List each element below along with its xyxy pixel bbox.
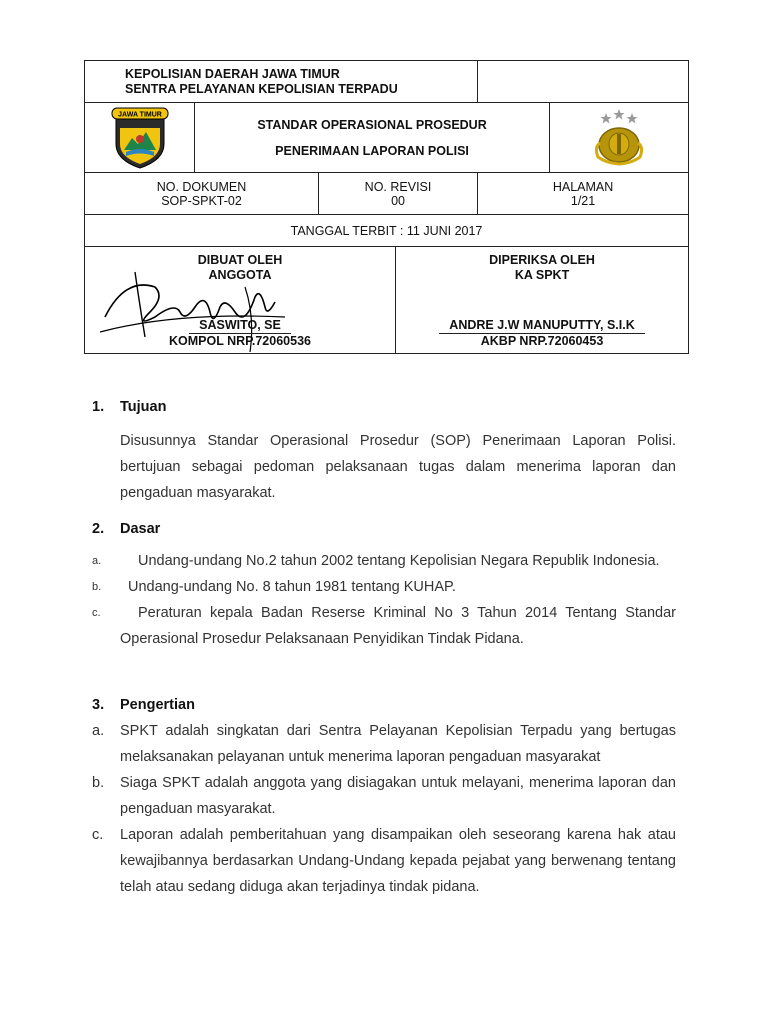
- checked-by-role: KA SPKT: [514, 268, 570, 282]
- made-by-rank: KOMPOL NRP.72060536: [169, 334, 311, 348]
- list-marker: b.: [92, 775, 105, 791]
- org-line-2: SENTRA PELAYANAN KEPOLISIAN TERPADU: [125, 81, 398, 96]
- list-marker: a.: [92, 555, 102, 567]
- section-number: 1.: [92, 399, 105, 415]
- page-cell: [478, 173, 689, 215]
- jatim-police-logo: [110, 106, 170, 170]
- list-item-text: Undang-undang No. 8 tahun 1981 tentang KUHAP.: [128, 579, 456, 595]
- list-item-text: Peraturan kepala Badan Reserse Kriminal No 3 Tahun 2014 Tentang Standar Operasional Prosedur Pelaksanaan Penyidikan Tindak Pidana.: [120, 605, 676, 647]
- list-item: [92, 574, 676, 600]
- list-item: [92, 822, 676, 900]
- doc-number-label: NO. DOKUMEN: [156, 179, 247, 194]
- made-by-role: ANGGOTA: [208, 268, 272, 282]
- doc-number-value: SOP-SPKT-02: [161, 193, 242, 208]
- made-by-label: DIBUAT OLEH: [197, 253, 283, 267]
- checked-by-cell: [396, 247, 689, 354]
- org-line-1: KEPOLISIAN DAERAH JAWA TIMUR: [125, 66, 340, 81]
- list-item-text: Siaga SPKT adalah anggota yang disiagakan untuk melayani, menerima laporan dan pengaduan masyarakat.: [120, 775, 676, 817]
- made-by-cell: [85, 247, 396, 354]
- made-by-name: SASWITO, SE: [189, 318, 291, 334]
- section-paragraph: Disusunnya Standar Operasional Prosedur (SOP) Penerimaan Laporan Polisi. bertujuan sebagai pedoman pelaksanaan tugas dalam menerima laporan dan pengaduan masyarakat.: [120, 433, 676, 501]
- page-value: 1/21: [570, 193, 596, 208]
- issue-date: TANGGAL TERBIT : 11 JUNI 2017: [85, 215, 689, 247]
- document-header-table: [84, 60, 688, 356]
- doc-number-cell: [85, 173, 319, 215]
- list-marker: c.: [92, 607, 101, 619]
- org-name-cell: [85, 61, 478, 103]
- list-marker: c.: [92, 827, 104, 843]
- national-emblem-cell: [550, 103, 689, 173]
- regional-logo-cell: [85, 103, 195, 173]
- logo-label: JAWA TIMUR: [117, 111, 162, 118]
- section-title: Dasar: [120, 521, 161, 537]
- list-item-text: Undang-undang No.2 tahun 2002 tentang Kepolisian Negara Republik Indonesia.: [138, 553, 660, 569]
- checked-by-rank: AKBP NRP.72060453: [480, 334, 604, 348]
- tribrata-emblem-icon: [584, 107, 654, 169]
- list-item-text: SPKT adalah singkatan dari Sentra Pelayanan Kepolisian Terpadu yang bertugas melaksanakan pelayanan untuk menerima laporan pengaduan masyarakat: [120, 723, 676, 765]
- list-item: [92, 548, 676, 574]
- list-item-text: Laporan adalah pemberitahuan yang disampaikan oleh seseorang karena hak atau kewajibannya berdasarkan Undang-Undang kepada pejabat yang berwenang tentang telah atau sedang diduga akan terjadinya tindak pidana.: [120, 827, 676, 895]
- page-label: HALAMAN: [552, 179, 614, 194]
- sop-title-line-1: STANDAR OPERASIONAL PROSEDUR: [257, 117, 487, 132]
- revision-label: NO. REVISI: [364, 179, 432, 194]
- section-number: 3.: [92, 697, 105, 713]
- section-dasar: [92, 516, 676, 652]
- list-marker: b.: [92, 581, 102, 593]
- section-pengertian: [92, 692, 676, 900]
- revision-value: 00: [391, 193, 405, 208]
- checked-by-label: DIPERIKSA OLEH: [489, 253, 595, 267]
- list-marker: a.: [92, 723, 105, 739]
- section-title: Pengertian: [120, 697, 195, 713]
- checked-by-name: ANDRE J.W MANUPUTTY, S.I.K: [439, 318, 644, 334]
- list-item: [92, 770, 676, 822]
- revision-cell: [319, 173, 478, 215]
- list-item: [92, 718, 676, 770]
- section-number: 2.: [92, 521, 105, 537]
- sop-title-cell: [195, 103, 550, 173]
- section-title: Tujuan: [120, 399, 167, 415]
- empty-cell: [478, 61, 689, 103]
- list-item: [92, 600, 676, 652]
- sop-title-line-2: PENERIMAAN LAPORAN POLISI: [275, 143, 469, 158]
- section-tujuan: [92, 394, 676, 506]
